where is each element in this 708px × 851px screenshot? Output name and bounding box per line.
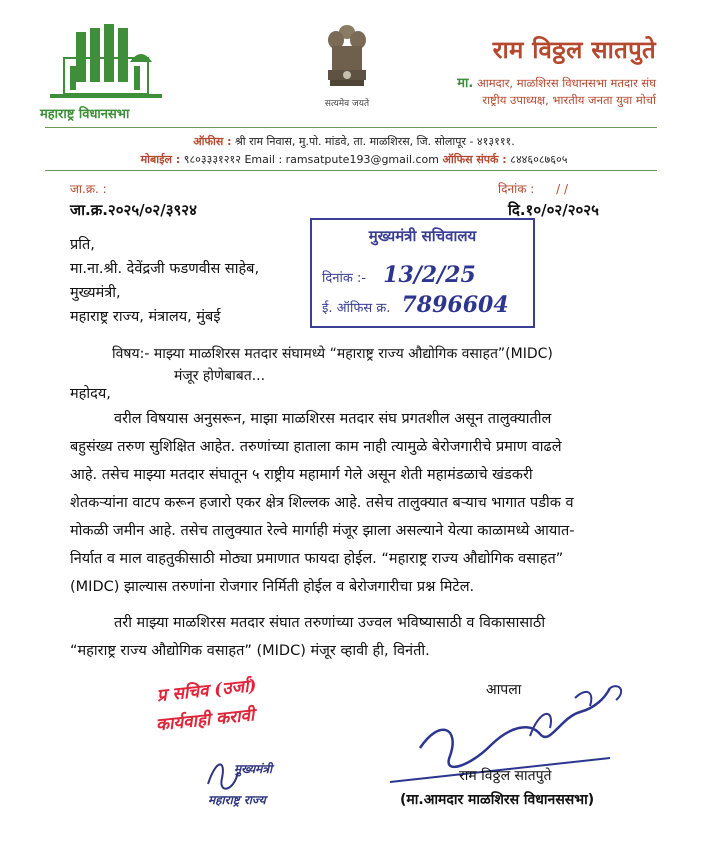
- paragraph-1: [70, 405, 656, 601]
- to-line: महाराष्ट्र राज्य, मंत्रालय, मुंबई: [70, 309, 221, 325]
- letterhead-rule-top: [45, 127, 657, 128]
- mla-name: राम विठ्ठल सातपुते: [492, 36, 656, 64]
- para-line: “महाराष्ट्र राज्य औद्योगिक वसाहत” (MIDC) मंजूर व्हावी ही, विनंती.: [70, 643, 430, 659]
- para-line: बहुसंख्य तरुण सुशिक्षित आहेत. तरुणांच्या हाताला काम नाही त्यामुळे बेरोजगारीचे प्रमाण वाढले: [70, 439, 562, 455]
- para-line: आहे. तसेच माझ्या मतदार संघातून ५ राष्ट्रीय महामार्ग गेले असून शेती महामंडळाचे खंडकरी: [70, 467, 533, 483]
- office-label: ऑफीस :: [193, 135, 232, 148]
- date-slashes: / /: [556, 182, 569, 196]
- cm-line2: महाराष्ट्र राज्य: [208, 793, 266, 807]
- ref-label: जा.क्र. :: [70, 182, 107, 196]
- cm-line1: मुख्यमंत्री: [234, 762, 273, 776]
- stamp-date-label: दिनांक :-: [322, 271, 367, 286]
- email: Email : ramsatpute193@gmail.com: [244, 153, 439, 166]
- ma-prefix: मा.: [457, 76, 474, 91]
- para-line: वरील विषयास अनुसरून, माझा माळशिरस मतदार संघ प्रगतशील असून तालुक्यातील: [114, 411, 552, 427]
- stamp-eoffice-row: [322, 292, 509, 318]
- stamp-date-value: 13/2/25: [383, 262, 476, 288]
- para-line: तरी माझ्या माळशिरस मतदार संघात तरुणांच्या उज्वल भविष्यासाठी व विकासासाठी: [114, 615, 546, 631]
- office-address-line: [0, 134, 708, 149]
- red-note-line2: कार्यवाही करावी: [154, 705, 256, 736]
- stamp-title: मुख्यमंत्री सचिवालय: [368, 227, 477, 245]
- subject: [112, 343, 553, 387]
- to-line: मुख्यमंत्री,: [70, 285, 121, 301]
- vidhan-bhavan-icon: [46, 18, 166, 110]
- red-handwritten-note: [156, 673, 261, 735]
- signatory-title: (मा.आमदार माळशिरस विधानससभा): [400, 792, 595, 808]
- bjym-designation: राष्ट्रीय उपाध्यक्ष, भारतीय जनता युवा मोर्चा: [482, 93, 656, 107]
- ashoka-emblem-icon: [322, 22, 372, 94]
- mla-designation-text: आमदार, माळशिरस विधानसभा मतदार संघ: [477, 76, 656, 90]
- date-label-row: [498, 180, 568, 197]
- ref-number: जा.क्र.२०२५/०२/३९२४: [70, 201, 197, 219]
- closing: आपला: [486, 682, 522, 698]
- cm-signature-scribble: [204, 754, 244, 800]
- subject-line2: मंजूर होणेबाबत...: [174, 368, 266, 384]
- stamp-date-row: [322, 262, 476, 288]
- paragraph-2: [70, 609, 656, 665]
- national-emblem: [314, 22, 380, 114]
- mobile-number: ९८०३३३१२१२: [183, 153, 241, 166]
- red-note-line1: प्र सचिव (उर्जा): [155, 675, 258, 707]
- signatory-name: राम विठ्ठल सातपुते: [459, 768, 552, 784]
- to-line: मा.ना.श्री. देवेंद्रजी फडणवीस साहेब,: [70, 261, 260, 277]
- mobile-label: मोबाईल :: [140, 153, 181, 166]
- letter-date: दि.१०/०२/२०२५: [508, 201, 599, 219]
- date-label: दिनांक :: [498, 182, 535, 196]
- to-line: प्रति,: [70, 237, 95, 253]
- para-line: निर्यात व माल वाहतुकीसाठी मोठ्या प्रमाणात फायदा होईल. “महाराष्ट्र राज्य औद्योगिक वसाहत”: [70, 551, 564, 567]
- letterhead-rule-bottom: [45, 170, 657, 171]
- cm-secretariat-stamp: [310, 218, 535, 328]
- subject-line1: विषय:- माझ्या माळशिरस मतदार संघामध्ये “महाराष्ट्र राज्य औद्योगिक वसाहत”(MIDC): [112, 346, 553, 362]
- para-line: शेतकऱ्यांना वाटप करून हजारो एकर क्षेत्र शिल्लक आहे. तसेच तालुक्यात बऱ्याच भागात पडीक व: [70, 495, 574, 511]
- salutation: महोदय,: [70, 386, 111, 402]
- para-line: (MIDC) झाल्यास तरुणांना रोजगार निर्मिती होईल व बेरोजगारीचा प्रश्न मिटेल.: [70, 579, 475, 595]
- office-contact-label: ऑफिस संपर्क :: [442, 153, 507, 166]
- office-address: श्री राम निवास, मु.पो. मांडवे, ता. माळशिरस, जि. सोलापूर - ४१३१११.: [234, 135, 515, 148]
- para-line: मोकळी जमीन आहे. तसेच तालुक्यात रेल्वे मार्गाही मंजूर झाला असल्याने येत्या काळामध्ये आयात-: [70, 523, 575, 539]
- office-contact: ८४४६०८७६०५: [510, 153, 568, 166]
- contact-line: [0, 152, 708, 167]
- addressee-block: [70, 233, 259, 329]
- logo-caption: महाराष्ट्र विधानसभा: [40, 107, 130, 122]
- mla-designation: [457, 73, 656, 91]
- stamp-eoffice-label: ई. ऑफिस क्र.: [322, 301, 391, 316]
- emblem-caption: सत्यमेव जयते: [324, 99, 370, 109]
- vidhansabha-logo: [46, 18, 166, 110]
- stamp-eoffice-value: 7896604: [401, 292, 509, 318]
- cm-endorsement: [208, 760, 272, 808]
